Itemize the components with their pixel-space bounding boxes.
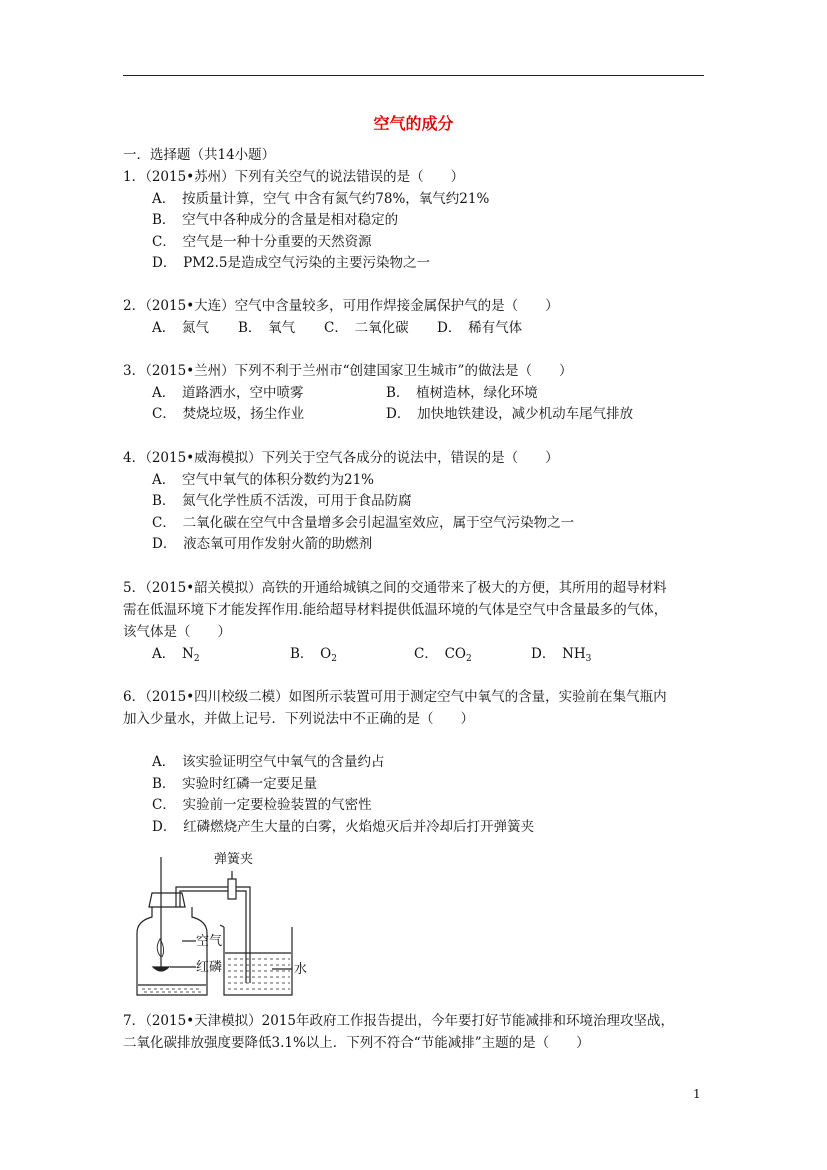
question-2-option-a: A． 氮气 — [152, 320, 209, 336]
question-5-option-a: A． $N_2$ — [152, 646, 200, 664]
question-2-option-b: B． 氧气 — [238, 320, 296, 336]
apparatus-figure — [132, 845, 308, 1010]
question-5-option-c: C． $CO_2$ — [414, 646, 472, 664]
spring-clamp — [228, 879, 236, 899]
question-5-option-b: B． $O_2$ — [290, 646, 337, 664]
beaker — [224, 927, 292, 995]
red-phosphorus-spoon — [153, 967, 169, 971]
question-3-row-2 — [152, 403, 633, 425]
question-3-option-d: D． 加快地铁建设，减少机动车尾气排放 — [386, 406, 634, 422]
question-6-option-c: C． 实验前一定要检验装置的气密性 — [152, 797, 372, 813]
question-4-option-b: B． 氮气化学性质不活泼，可用于食品防腐 — [152, 493, 412, 509]
label-spring-clamp: 弹簧夹 — [214, 852, 254, 867]
question-7-stem-line-1: 7．（2015•天津模拟）2015年政府工作报告提出，今年要打好节能减排和环境治理攻坚战， — [123, 1013, 675, 1029]
question-1-option-a: A． 按质量计算，空气 中含有氮气约78%，氧气约21% — [152, 191, 490, 207]
section-heading: 一．选择题（共14小题） — [123, 147, 276, 163]
question-3-option-a: A． 道路洒水，空中喷雾 — [152, 385, 304, 401]
label-air: 空气 — [196, 934, 223, 949]
question-3-option-c: C． 焚烧垃圾，扬尘作业 — [152, 406, 305, 422]
question-5-stem-line-3: 该气体是（ ） — [123, 624, 231, 640]
question-1-option-b: B． 空气中各种成分的含量是相对稳定的 — [152, 212, 399, 228]
question-2-option-d: D． 稀有气体 — [437, 320, 523, 336]
label-water: 水 — [294, 962, 308, 977]
label-red-phosphorus: 红磷 — [196, 960, 223, 975]
question-4-option-d: D． 液态氧可用作发射火箭的助燃剂 — [152, 536, 373, 552]
question-5-stem-line-2: 需在低温环境下才能发挥作用.能给超导材料提供低温环境的气体是空气中含量最多的气体， — [123, 602, 668, 618]
question-6-option-b: B． 实验时红磷一定要足量 — [152, 776, 318, 792]
question-1-option-c: C． 空气是一种十分重要的天然资源 — [152, 234, 372, 250]
page-number: 1 — [693, 1087, 701, 1101]
page-title: 空气的成分 — [373, 114, 454, 133]
question-3-stem: 3．（2015•兰州）下列不利于兰州市“创建国家卫生城市”的做法是（ ） — [123, 363, 573, 379]
question-2-options — [152, 317, 522, 339]
question-1-stem: 1．（2015•苏州）下列有关空气的说法错误的是（ ） — [123, 169, 465, 185]
question-4-stem: 4．（2015•威海模拟）下列关于空气各成分的说法中，错误的是（ ） — [123, 450, 559, 466]
question-6-option-a: A． 该实验证明空气中氧气的含量约占 — [152, 754, 385, 770]
question-2-stem: 2．（2015•大连）空气中含量较多，可用作焊接金属保护气的是（ ） — [123, 298, 559, 314]
question-4-option-a: A． 空气中氧气的体积分数约为21% — [152, 472, 375, 488]
question-2-option-c: C． 二氧化碳 — [324, 320, 409, 336]
question-5-options — [152, 643, 591, 665]
question-3-row-1 — [152, 382, 538, 404]
question-6-option-d: D． 红磷燃烧产生大量的白雾，火焰熄灭后并冷却后打开弹簧夹 — [152, 819, 535, 835]
question-3-option-b: B． 植树造林，绿化环境 — [386, 385, 538, 401]
question-4-option-c: C． 二氧化碳在空气中含量增多会引起温室效应，属于空气污染物之一 — [152, 515, 575, 531]
question-6-stem-line-1: 6．（2015•四川校级二模）如图所示装置可用于测定空气中氧气的含量，实验前在集气瓶内 — [123, 689, 667, 705]
question-5-option-d: D． $NH_3$ — [531, 646, 592, 664]
header-rule — [123, 75, 704, 76]
question-6-stem-line-2: 加入少量水，并做上记号．下列说法中不正确的是（ ） — [123, 711, 474, 727]
question-5-stem-line-1: 5．（2015•韶关模拟）高铁的开通给城镇之间的交通带来了极大的方便，其所用的超导材料 — [123, 580, 667, 596]
question-1-option-d: D． PM2.5是造成空气污染的主要污染物之一 — [152, 255, 430, 271]
question-7-stem-line-2: 二氧化碳排放强度要降低3.1%以上．下列不符合“节能减排”主题的是（ ） — [123, 1035, 590, 1051]
gas-jar — [137, 907, 207, 995]
